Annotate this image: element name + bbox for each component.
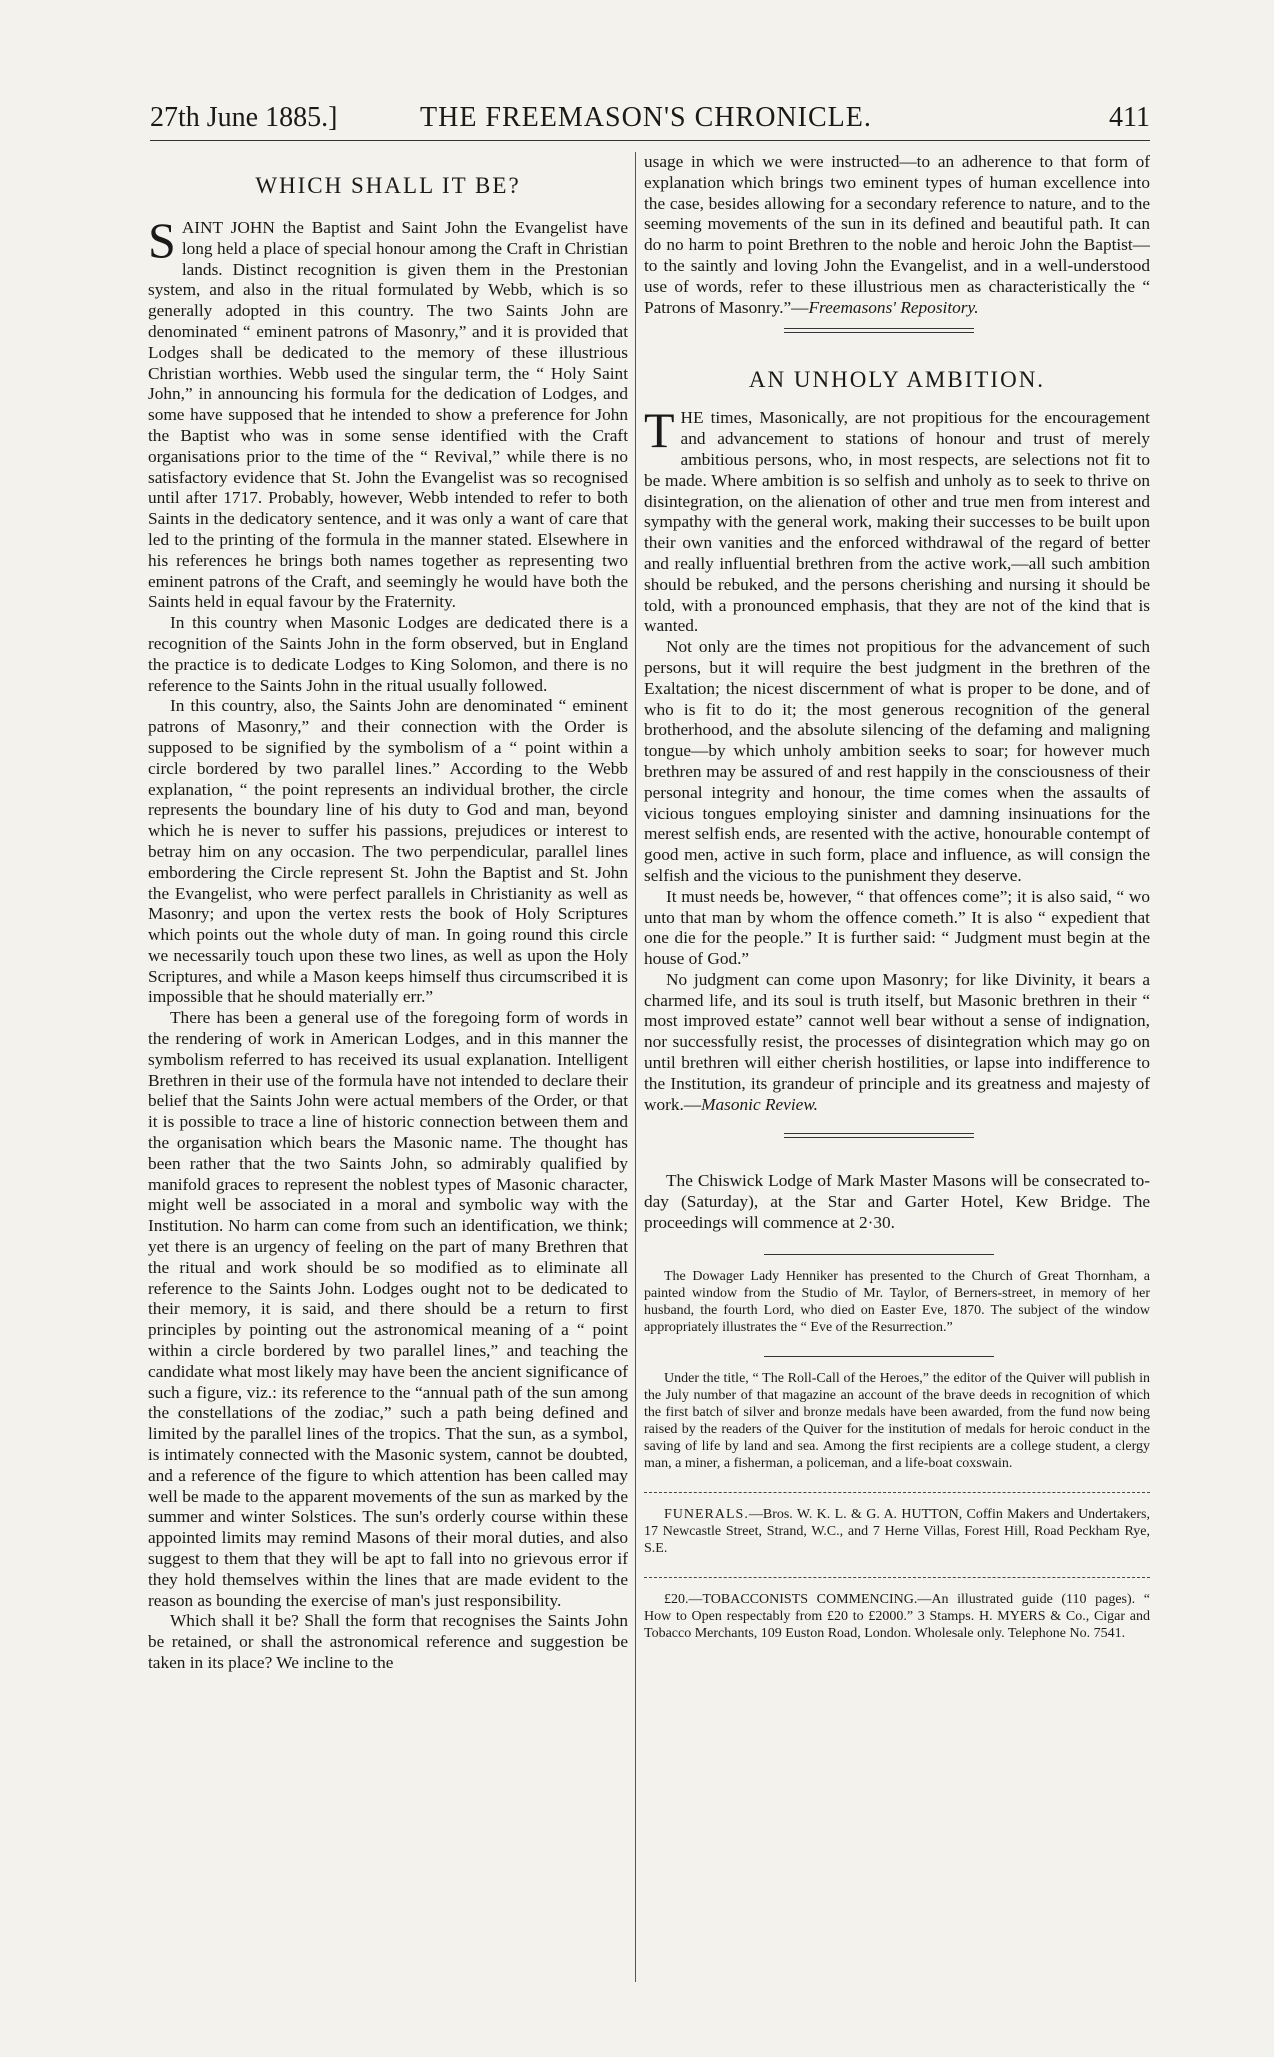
advert-divider — [644, 1488, 1150, 1498]
article1-continuation: usage in which we were instructed—to an adherence to that form of explanation which brings two eminent types of human excellence into the case, besides allowing for a secondary reference to nature, and to the seeming movements of the sun in its defined and beautiful path. It can do no harm to point Brethren to the noble and heroic John the Baptist—to the saintly and loving John the Evangelist, and in a well-understood use of words, refer to these illustrious men as characteristically the “ Patrons of Masonry.”—Freemasons' Repository. — [644, 152, 1150, 317]
notice-divider — [644, 1352, 1150, 1362]
advert-divider — [644, 1573, 1150, 1583]
article-title-unholy-ambition: AN UNHOLY AMBITION. — [748, 367, 1046, 393]
notice-divider — [644, 1250, 1150, 1260]
dropcap-t: T — [644, 402, 675, 459]
left-column — [148, 152, 628, 1982]
issue-date: 27th June 1885.] — [150, 102, 338, 133]
article1-paragraph-3: In this country, also, the Saints John are denominated “ eminent patrons of Masonry,” and their connection with the Order is supposed to be signified by the symbolism of a “ point within a circle bordered by two parallel lines.” According to the Webb explanation, “ the point represents an individual brother, the circle represents the boundary line of his duty to God and man, beyond which he is never to suffer his passions, prejudices or interest to betray him on any occasion. The two perpendicular, parallel lines embordering the Circle represent St. John the Baptist and St. John the Evangelist, who were perfect parallels in Christianity as well as Masonry; and upon the vertex rests the book of Holy Scriptures which points out the whole duty of man. In going round this circle we necessarily touch upon these two lines, as well as upon the Holy Scriptures, and while a Mason keeps himself thus circumscribed it is impossible that he should materially err.” — [148, 696, 628, 1007]
section-divider — [644, 326, 1150, 336]
newspaper-title: THE FREEMASON'S CHRONICLE. — [420, 102, 872, 133]
page-number: 411 — [1109, 102, 1150, 133]
notice-quiver-roll-call: Under the title, “ The Roll-Call of the Heroes,” the editor of the Quiver will publish in the July number of that magazine an account of the brave deeds in recognition of which the first batch of silver and bronze medals have been awarded, from the fund now being raised by the readers of the Quiver for the institution of medals for heroic conduct in the saving of life by land and sea. Among the first recipients are a college student, a clergy man, a miner, a fisherman, a policeman, and a life-boat coxswain. — [644, 1370, 1150, 1471]
article1-source: Freemasons' Repository. — [808, 297, 979, 317]
article2-paragraph-4: No judgment can come upon Masonry; for like Divinity, it bears a charmed life, and its soul is truth itself, but Masonic brethren in their “ most improved estate” cannot well bear without a sense of indignation, nor successfully resist, the processes of disintegration which may go on until brethren will either cherish hostilities, or lapse into indifference to the Institution, its grandeur of principle and its greatness and majesty of work.—Masonic Review. — [644, 969, 1150, 1114]
article2-paragraph-2: Not only are the times not propitious for the advancement of such persons, but it will require the best judgment in the brethren of the Exaltation; the nicest discernment of what is proper to be done, and of who is fit to do it; the most generous recognition of the general brotherhood, and the absolute silencing of the defaming and maligning tongue—by which unholy ambition seeks to soar; for however much brethren may be assured of and rest happily in the consciousness of their personal integrity and honour, the time comes when the assaults of vicious tongues employing sinister and damning insinuations for the merest selfish ends, are resented with the active, honourable contempt of good men, active in such form, place and influence, as will consign the selfish and the vicious to the punishment they deserve. — [644, 637, 1150, 885]
notice-henniker-window: The Dowager Lady Henniker has presented to the Church of Great Thornham, a painted window from the Studio of Mr. Taylor, of Berners-street, in memory of her husband, the fourth Lord, who died on Easter Eve, 1870. The subject of the window appropriately illustrates the “ Eve of the Resurrection.” — [644, 1268, 1150, 1335]
article1-paragraph-5: Which shall it be? Shall the form that recognises the Saints John be retained, or shall the astronomical reference and suggestion be taken in its place? We incline to the — [148, 1611, 628, 1672]
running-head — [150, 100, 1150, 141]
small-notices — [644, 1268, 1150, 1642]
article2-paragraph-3: It must needs be, however, “ that offences come”; it is also said, “ wo unto that man by whom the offence cometh.” It is also “ expedient that one die for the people.” It is further said: “ Judgment must begin at the house of God.” — [644, 886, 1150, 969]
section-divider — [644, 1131, 1150, 1141]
article2-source: Masonic Review. — [701, 1094, 818, 1114]
notice-chiswick-lodge: The Chiswick Lodge of Mark Master Masons will be consecrated to-day (Saturday), at the Star and Garter Hotel, Kew Bridge. The proceedings will commence at 2·30. — [644, 1171, 1150, 1233]
advert-tobacconists: £20.—TOBACCONISTS COMMENCING.—An illustrated guide (110 pages). “ How to Open respectably from £20 to £2000.” 3 Stamps. H. MYERS & Co., Cigar and Tobacco Merchants, 109 Euston Road, London. Wholesale only. Telephone No. 7541. — [644, 1591, 1150, 1641]
dropcap-s: S — [148, 212, 176, 268]
right-column — [644, 152, 1150, 1982]
column-divider — [635, 152, 636, 1982]
advert-funerals: FUNERALS.—Bros. W. K. L. & G. A. HUTTON, Coffin Makers and Undertakers, 17 Newcastle Street, Strand, W.C., and 7 Herne Villas, Forest Hill, Road Peckham Rye, S.E. — [644, 1506, 1150, 1556]
article-title-which-shall-it-be: WHICH SHALL IT BE? — [255, 173, 521, 198]
article1-paragraph-4: There has been a general use of the foregoing form of words in the rendering of work in American Lodges, and in this manner the symbolism referred to has received its usual explanation. Intelligent Brethren in their use of the formula have not intended to declare their belief that the Saints John were actual members of the Order, or that it is possible to trace a line of historic connection between them and the organisation which bears the Masonic name. The thought has been rather that the two Saints John, so admirably qualified by manifold graces to represent the noblest types of Masonic character, might well be associated in a moral and symbolic way with the Institution. No harm can come from such an identification, we think; yet there is an urgency of feeling on the part of many Brethren that the ritual and work should be so modified as to eliminate all reference to the Saints John. Lodges ought not to be dedicated to their memory, it is said, and there should be a return to first principles by pointing out the astronomical meaning of a “ point within a circle bordered by two parallel lines,” and teaching the candidate what most likely may have been the ancient significance of such a figure, viz.: its reference to the “annual path of the sun among the constellations of the zodiac,” such a path being defined and limited by the parallel lines of the tropics. That the sun, as a symbol, is intimately connected with the Masonic system, cannot be doubted, and a reference of the figure to which attention has been called may well be made to the apparent movements of the sun as marked by the summer and winter Solstices. The sun's orderly course within these appointed limits may remind Masons of their moral duties, and also suggest to them that they will be apt to fall into no grievous error if they hold themselves within the lines that are made evident to the reason as bounding the exercise of man's just responsibility. — [148, 1008, 628, 1610]
article2-paragraph-1: THE times, Masonically, are not propitious for the encouragement and advancement to stations of honour and trust of merely ambitious persons, who, in most respects, are selections not fit to be made. Where ambition is so selfish and unholy as to seek to thrive on disintegration, on the alienation of other and true men from interest and sympathy with the general work, making their successes to be built upon their own vanities and the enforced withdrawal of the regard of better and really influential brethren from the active work,—all such ambition should be rebuked, and the persons cherishing and nursing it should be told, with a pronounced emphasis, that they are not of the kind that is wanted. — [644, 402, 1150, 636]
article1-paragraph-2: In this country when Masonic Lodges are dedicated there is a recognition of the Saints John in the form observed, but in England the practice is to dedicate Lodges to King Solomon, and there is no reference to the Saints John in the ritual usually followed. — [148, 613, 628, 695]
article1-paragraph-1: SAINT JOHN the Baptist and Saint John the Evangelist have long held a place of special honour among the Craft in Christian lands. Distinct recognition is given them in the Prestonian system, and also in the ritual formulated by Webb, which is so generally adopted in this country. The two Saints John are denominated “ eminent patrons of Masonry,” and it is provided that Lodges shall be dedicated to the memory of these illustrious Christian worthies. Webb used the singular term, the “ Holy Saint John,” in announcing his formula for the dedication of Lodges, and some have supposed that he intended to show a preference for John the Baptist who was in some sense identified with the Craft organisations prior to the time of the “ Revival,” while there is no satisfactory evidence that St. John the Evangelist was so recognised until after 1717. Probably, however, Webb intended to refer to both Saints in the dedicatory sentence, and it was only a want of care that led to the printing of the formula in the manner stated. Elsewhere in his references he brings both names together as representing two eminent patrons of the Craft, and seemingly he would have both the Saints held in equal favour by the Fraternity. — [148, 212, 628, 612]
